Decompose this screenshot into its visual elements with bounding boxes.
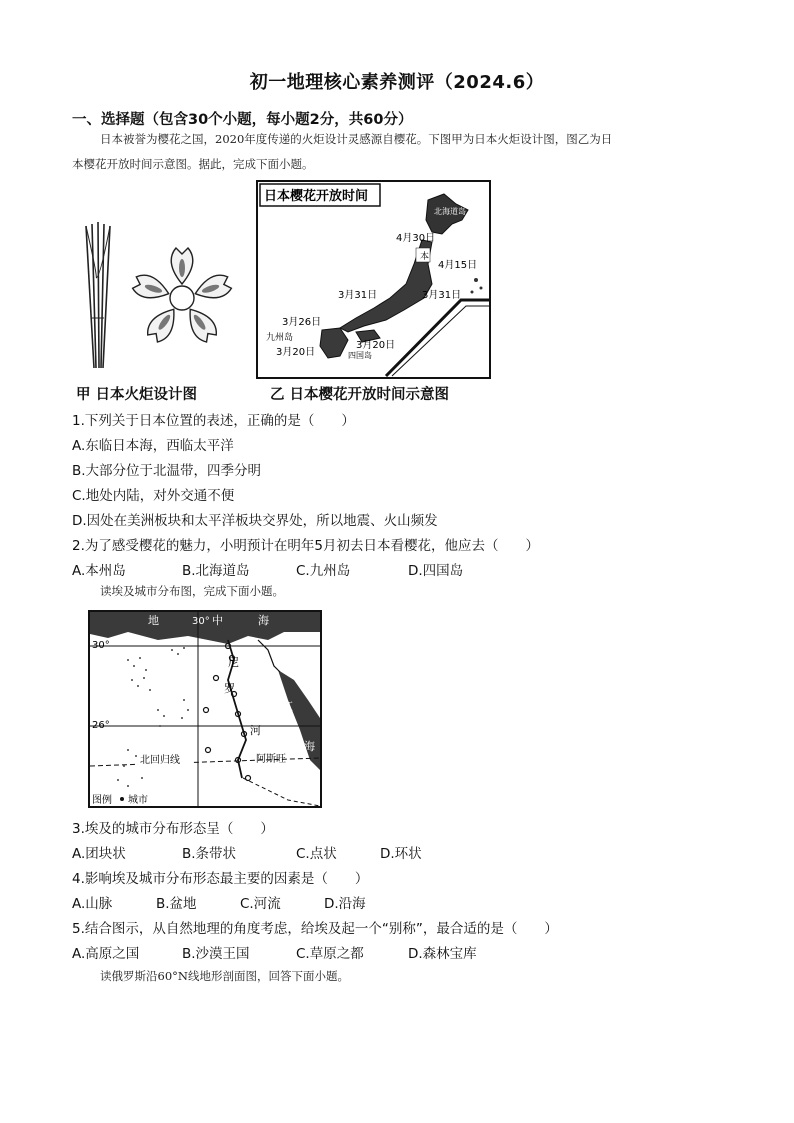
question-2-option-c[interactable]: C.九州岛 [296,563,351,579]
figure-jia-caption: 甲 日本火炬设计图 [76,387,198,403]
label-hokkaido: 北海道岛 [434,207,466,216]
question-4-options [72,892,722,912]
torch-design-figure [72,218,247,378]
label-he: 河 [250,724,261,737]
question-1-option-a[interactable]: A.东临日本海，西临太平洋 [72,438,234,454]
question-5-option-d[interactable]: D.森林宝库 [408,946,477,962]
question-4-stem: 4.影响埃及城市分布形态最主要的因素是（ ） [72,871,369,887]
label-apr30: 4月30日 [396,233,436,244]
label-hai-top: 海 [258,614,269,627]
label-mar26: 3月26日 [282,317,322,328]
question-2-option-d[interactable]: D.四国岛 [408,563,464,579]
egypt-intro: 读埃及城市分布图，完成下面小题。 [100,584,284,598]
label-shikoku: 四国岛 [348,351,372,360]
question-1-option-d[interactable]: D.因处在美洲板块和太平洋板块交界处，所以地震、火山频发 [72,513,438,529]
label-hong: 红 [282,700,293,713]
question-5-options [72,942,722,962]
question-2-options [72,559,722,579]
question-3-option-d[interactable]: D.环状 [380,846,422,862]
label-26: 26° [92,720,110,731]
legend-label: 图例 [92,795,112,806]
question-4-option-a[interactable]: A.山脉 [72,896,113,912]
question-5-option-a[interactable]: A.高原之国 [72,946,140,962]
label-luo: 罗 [224,682,235,695]
question-1-option-b[interactable]: B.大部分位于北温带，四季分明 [72,463,262,479]
japan-sakura-map [256,180,491,380]
legend-city: 城市 [128,795,148,806]
question-2-option-a[interactable]: A.本州岛 [72,563,126,579]
label-kyushu: 九州岛 [266,333,294,343]
question-2-option-b[interactable]: B.北海道岛 [182,563,250,579]
label-tropic: 北回归线 [140,755,180,766]
question-3-option-a[interactable]: A.团块状 [72,846,126,862]
intro-line-1: 日本被誉为樱花之国，2020年度传递的火炬设计灵感源自樱花。下图甲为日本火炬设计图，图乙为日 [100,132,613,146]
figure-yi-caption: 乙 日本樱花开放时间示意图 [270,387,450,403]
sakura-flower-icon [131,248,233,345]
question-5-stem: 5.结合图示，从自然地理的角度考虑，给埃及起一个“别称”，最合适的是（ ） [72,921,558,937]
question-2-stem: 2.为了感受樱花的魅力，小明预计在明年5月初去日本看樱花，他应去（ ） [72,538,539,554]
label-mar20-west: 3月20日 [276,347,316,358]
question-3-stem: 3.埃及的城市分布形态呈（ ） [72,821,274,837]
intro-line-2: 本樱花开放时间示意图。据此，完成下面小题。 [72,157,314,171]
map-title: 日本樱花开放时间 [264,189,369,204]
legend-city-dot [120,797,124,801]
label-ni: 尼 [228,656,239,669]
question-1-stem: 1.下列关于日本位置的表述，正确的是（ ） [72,413,355,429]
question-3-option-c[interactable]: C.点状 [296,846,337,862]
label-di: 地 [148,614,159,627]
question-5-option-c[interactable]: C.草原之都 [296,946,364,962]
torch-icon [86,222,110,368]
question-3-option-b[interactable]: B.条带状 [182,846,237,862]
label-mar20-east: 3月20日 [356,340,396,351]
question-1-option-c[interactable]: C.地处内陆，对外交通不便 [72,488,235,504]
label-honshu: 本 [420,252,430,262]
question-4-option-b[interactable]: B.盆地 [156,896,197,912]
page-title: 初一地理核心素养测评（2024.6） [249,72,545,93]
label-mar31-west: 3月31日 [338,290,378,301]
section-heading: 一、选择题（包含30个小题，每小题2分，共60分） [72,112,413,128]
question-4-option-c[interactable]: C.河流 [240,896,281,912]
label-hai-red: 海 [304,740,315,753]
label-apr15: 4月15日 [438,260,478,271]
question-3-options [72,842,722,862]
label-aswan: 阿斯旺 [256,754,286,765]
russia-intro: 读俄罗斯沿60°N线地形剖面图，回答下面小题。 [100,969,349,983]
label-mar31-east: 3月31日 [422,290,462,301]
question-4-option-d[interactable]: D.沿海 [324,896,366,912]
label-zhong: 中 [212,614,223,627]
label-may10: 5月10日 [432,185,472,196]
label-30-top: 30° [192,616,210,627]
label-30: 30° [92,640,110,651]
question-5-option-b[interactable]: B.沙漠王国 [182,946,250,962]
egypt-city-map [88,610,322,808]
